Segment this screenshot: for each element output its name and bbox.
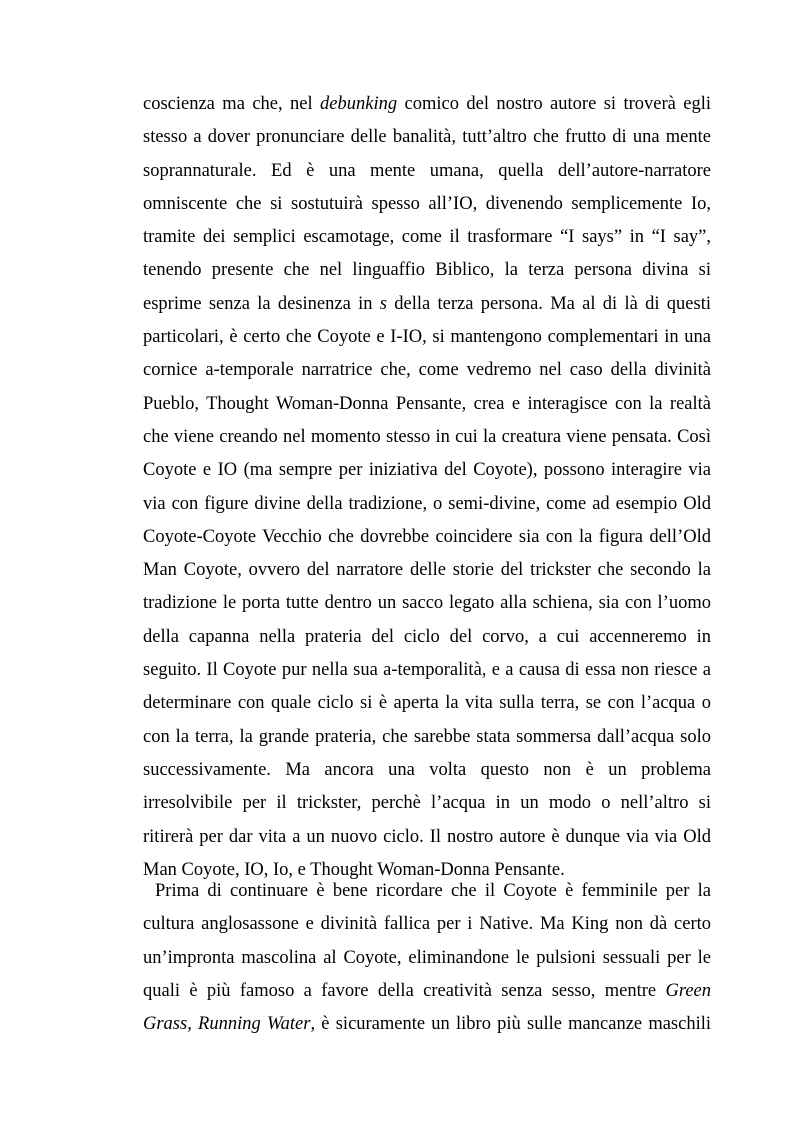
text-segment: comico del nostro autore si troverà egli — [397, 94, 711, 114]
italic-text: s — [379, 293, 387, 314]
text-line — [143, 821, 711, 854]
text-segment: tramite dei semplici escamotage, come il trasformare “I says” in “I say”, — [143, 227, 711, 248]
text-segment: determinare con quale ciclo si è aperta la vita sulla terra, se con l’acqua o — [143, 693, 711, 714]
text-segment: Man Coyote, ovvero del narratore delle storie del trickster che secondo la — [143, 560, 711, 581]
text-line — [143, 254, 711, 287]
text-segment: della capanna nella prateria del ciclo del corvo, a cui accenneremo in — [143, 626, 711, 647]
text-line — [143, 421, 711, 454]
text-line — [143, 488, 711, 521]
text-segment: Coyote-Coyote Vecchio che dovrebbe coincidere sia con la figura dell’Old — [143, 526, 711, 547]
text-segment: particolari, è certo che Coyote e I-IO, si mantengono complementari in una — [143, 327, 711, 348]
text-line — [143, 875, 711, 908]
text-segment: tenendo presente che nel linguaffio Biblico, la terza persona divina si — [143, 260, 711, 281]
text-segment: omniscente che si sostutuirà spesso all’IO, divenendo semplicemente Io, — [143, 193, 711, 214]
italic-text: Green — [665, 980, 711, 1001]
text-segment: irresolvibile per il trickster, perchè l’acqua in un modo o nell’altro si — [143, 793, 711, 814]
text-line — [143, 188, 711, 221]
text-segment: cultura anglosassone e divinità fallica per i Native. Ma King non dà certo — [143, 914, 711, 935]
text-segment: un’impronta mascolina al Coyote, eliminandone le pulsioni sessuali per le — [143, 947, 711, 968]
text-line — [143, 521, 711, 554]
paragraph-1 — [143, 88, 711, 887]
text-line — [143, 554, 711, 587]
text-line — [143, 787, 711, 820]
text-line — [143, 687, 711, 720]
text-line — [143, 288, 711, 321]
text-segment: ritirerà per dar vita a un nuovo ciclo. Il nostro autore è dunque via via Old — [143, 826, 711, 847]
text-segment: tradizione le porta tutte dentro un sacco legato alla schiena, sia con l’uomo — [143, 593, 711, 614]
text-segment: successivamente. Ma ancora una volta questo non è un problema — [143, 759, 711, 780]
text-segment: Prima di continuare è bene ricordare che il Coyote è femminile per la — [155, 881, 711, 901]
text-line — [143, 908, 711, 941]
text-line — [143, 1008, 711, 1041]
text-line — [143, 121, 711, 154]
text-segment: che viene creando nel momento stesso in cui la creatura viene pensata. Così — [143, 426, 711, 447]
text-segment: , è sicuramente un libro più sulle mancanze maschili — [310, 1014, 712, 1035]
text-line — [143, 321, 711, 354]
text-segment: Coyote e IO (ma sempre per iniziativa del Coyote), possono interagire via — [143, 460, 711, 481]
paragraph-2 — [143, 875, 711, 1041]
text-segment: della terza persona. Ma al di là di questi — [386, 293, 711, 314]
text-line — [143, 942, 711, 975]
text-segment: soprannaturale. Ed è una mente umana, quella dell’autore-narratore — [143, 160, 711, 181]
text-line — [143, 587, 711, 620]
italic-text: Grass, Running Water — [143, 1014, 311, 1035]
text-line — [143, 654, 711, 687]
text-line — [143, 354, 711, 387]
text-segment: seguito. Il Coyote pur nella sua a-temporalità, e a causa di essa non riesce a — [143, 660, 711, 681]
text-line — [143, 621, 711, 654]
text-line — [143, 975, 711, 1008]
italic-text: debunking — [320, 94, 398, 114]
text-segment: Pueblo, Thought Woman-Donna Pensante, crea e interagisce con la realtà — [143, 393, 711, 414]
text-segment: quali è più famoso a favore della creatività senza sesso, mentre — [143, 980, 666, 1001]
text-segment: coscienza ma che, nel — [143, 94, 321, 114]
text-segment: stesso a dover pronunciare delle banalità, tutt’altro che frutto di una mente — [143, 127, 711, 148]
text-line — [143, 155, 711, 188]
text-line — [143, 454, 711, 487]
text-segment: cornice a-temporale narratrice che, come vedremo nel caso della divinità — [143, 360, 711, 381]
text-line — [143, 88, 711, 121]
text-line — [143, 721, 711, 754]
text-segment: via con figure divine della tradizione, o semi-divine, come ad esempio Old — [143, 493, 711, 514]
text-segment: esprime senza la desinenza in — [143, 293, 380, 314]
text-line — [143, 754, 711, 787]
text-segment: con la terra, la grande prateria, che sarebbe stata sommersa dall’acqua solo — [143, 726, 711, 747]
text-line — [143, 221, 711, 254]
text-segment: Man Coyote, IO, Io, e Thought Woman-Donna Pensante. — [143, 859, 565, 880]
text-line — [143, 388, 711, 421]
